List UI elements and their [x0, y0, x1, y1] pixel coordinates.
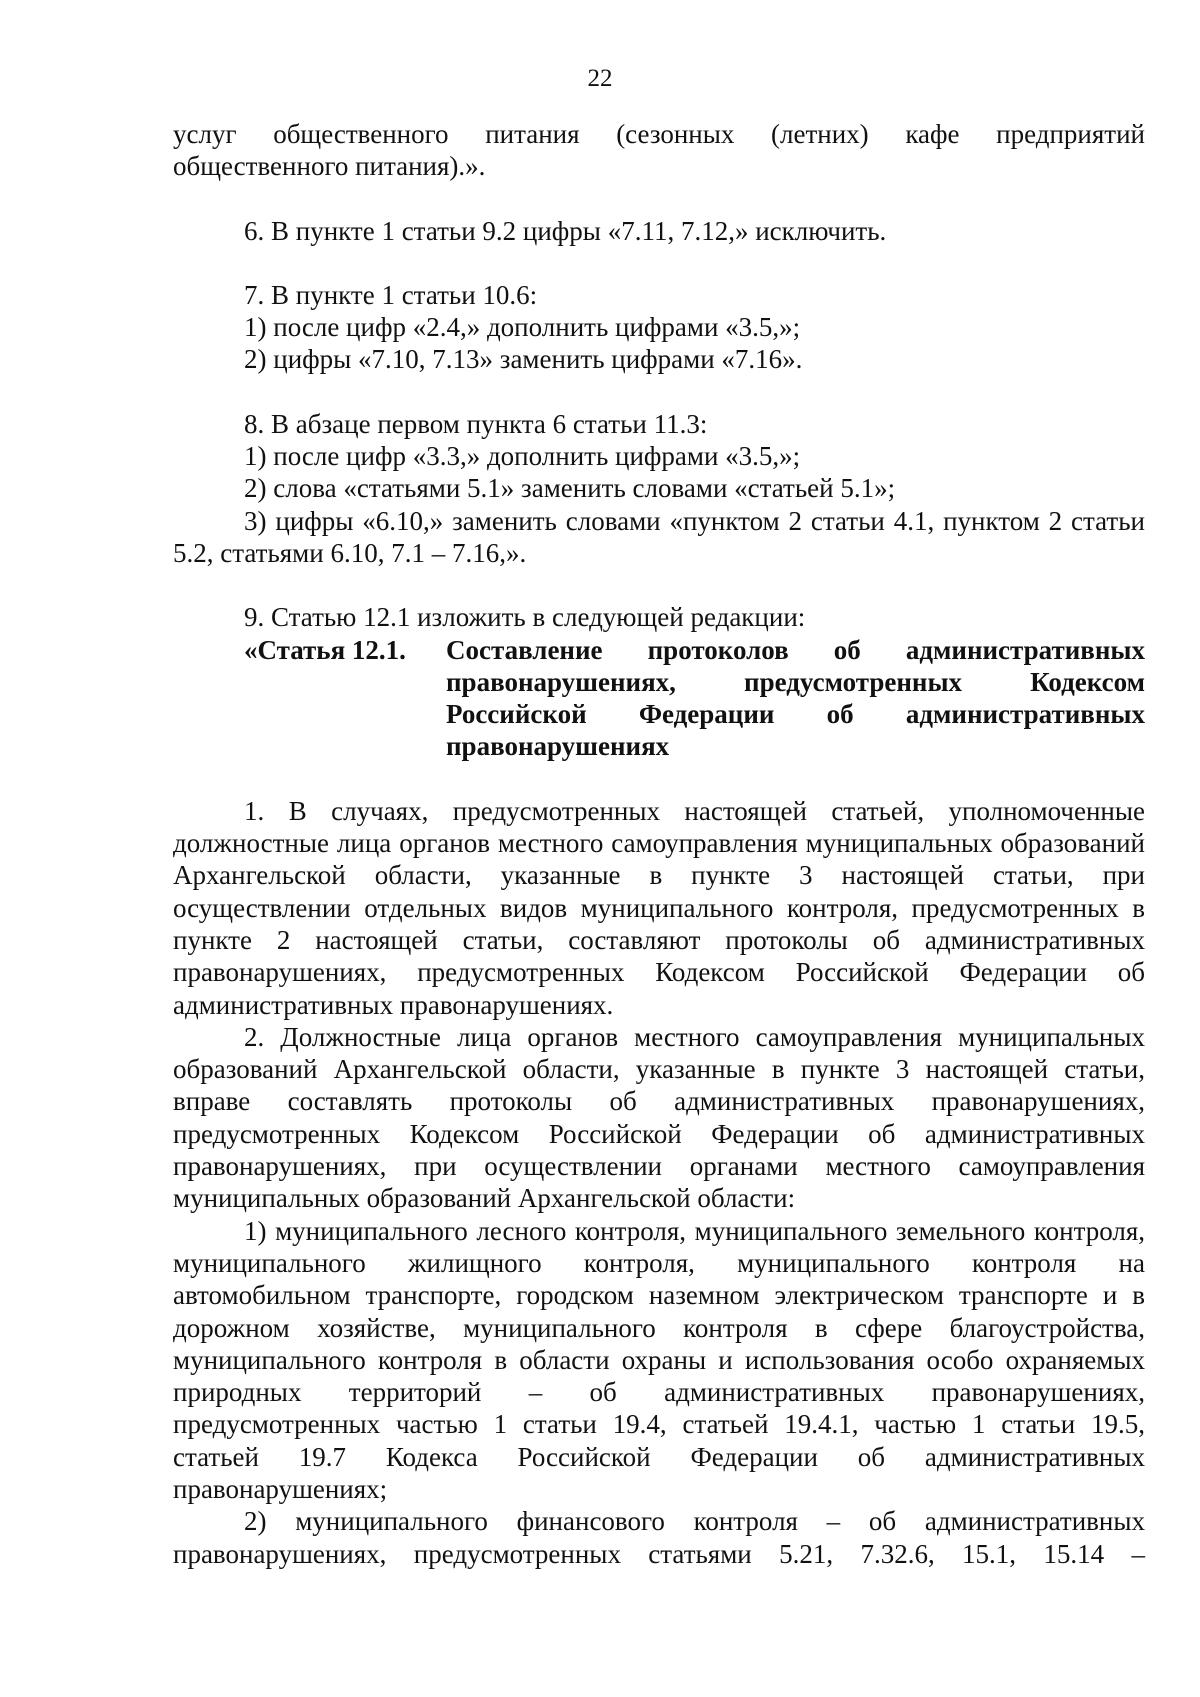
page-number: 22 — [587, 65, 613, 92]
paragraph-item-7-1: 1) после цифр «2.4,» дополнить цифрами «3.5,»; — [244, 312, 801, 343]
article-title — [446, 634, 1145, 763]
paragraph-item-8-1: 1) после цифр «3.3,» дополнить цифрами «3.5,»; — [244, 441, 801, 472]
article-clause-2-2 — [173, 1505, 1145, 1570]
article-clause-2-2-text: 2) муниципального финансового контроля – об административных правонарушениях, предусмотренных статьями 5.21, 7.32.6, 15.1, 15.14 – — [173, 1506, 1145, 1569]
article-title-line: Составление протоколов об административных — [446, 634, 1145, 665]
article-heading — [173, 634, 1145, 763]
paragraph-item-7-2: 2) цифры «7.10, 7.13» заменить цифрами «7.16». — [244, 344, 803, 375]
paragraph-item-9: 9. Статью 12.1 изложить в следующей редакции: — [244, 602, 806, 633]
article-title-line: правонарушениях, предусмотренных Кодексом — [446, 666, 1145, 697]
article-title-line: правонарушениях — [446, 731, 670, 762]
paragraph-item-6: 6. В пункте 1 статьи 9.2 цифры «7.11, 7.12,» исключить. — [244, 215, 887, 246]
paragraph-item-8-3: 3) цифры «6.10,» заменить словами «пунктом 2 статьи 4.1, пунктом 2 статьи 5.2, статьями 6.10, 7.1 – 7.16,». — [173, 505, 1145, 568]
article-number: «Статья 12.1. — [244, 634, 406, 665]
article-clause-2: 2. Должностные лица органов местного самоуправления муниципальных образований Архангельской области, указанные в пункте 3 настоящей статьи, вправе составлять протоколы об административных правонарушениях, предусмотренных Кодексом Российской Федерации об административных правонарушениях, при осуществлении органами местного самоуправления муниципальных образований Архангельской области: — [173, 1021, 1145, 1214]
paragraph-item-7: 7. В пункте 1 статьи 10.6: — [244, 279, 538, 310]
document-body — [173, 118, 1145, 1570]
article-title-line: Российской Федерации об административных — [446, 699, 1145, 730]
paragraph-item-8-2: 2) слова «статьями 5.1» заменить словами «статьей 5.1»; — [244, 473, 896, 504]
paragraph-continuation: услуг общественного питания (сезонных (летних) кафе предприятий общественного питания).». — [173, 119, 1145, 182]
article-clause-1: 1. В случаях, предусмотренных настоящей статьей, уполномоченные должностные лица органов местного самоуправления муниципальных образований Архангельской области, указанные в пункте 3 настоящей статьи, при осуществлении отдельных видов муниципального контроля, предусмотренных в пункте 2 настоящей статьи, составляют протоколы об административных правонарушениях, предусмотренных Кодексом Российской Федерации об административных правонарушениях. — [173, 795, 1145, 1020]
paragraph-item-8: 8. В абзаце первом пункта 6 статьи 11.3: — [244, 408, 708, 439]
article-clause-2-1: 1) муниципального лесного контроля, муниципального земельного контроля, муниципального жилищного контроля, муниципального контроля на автомобильном транспорте, городском наземном электрическом транспорте и в дорожном хозяйстве, муниципального контроля в сфере благоустройства, муниципального контроля в области охраны и использования особо охраняемых природных территорий – об административных правонарушениях, предусмотренных частью 1 статьи 19.4, статьей 19.4.1, частью 1 статьи 19.5, статьей 19.7 Кодекса Российской Федерации об административных правонарушениях; — [173, 1215, 1145, 1504]
